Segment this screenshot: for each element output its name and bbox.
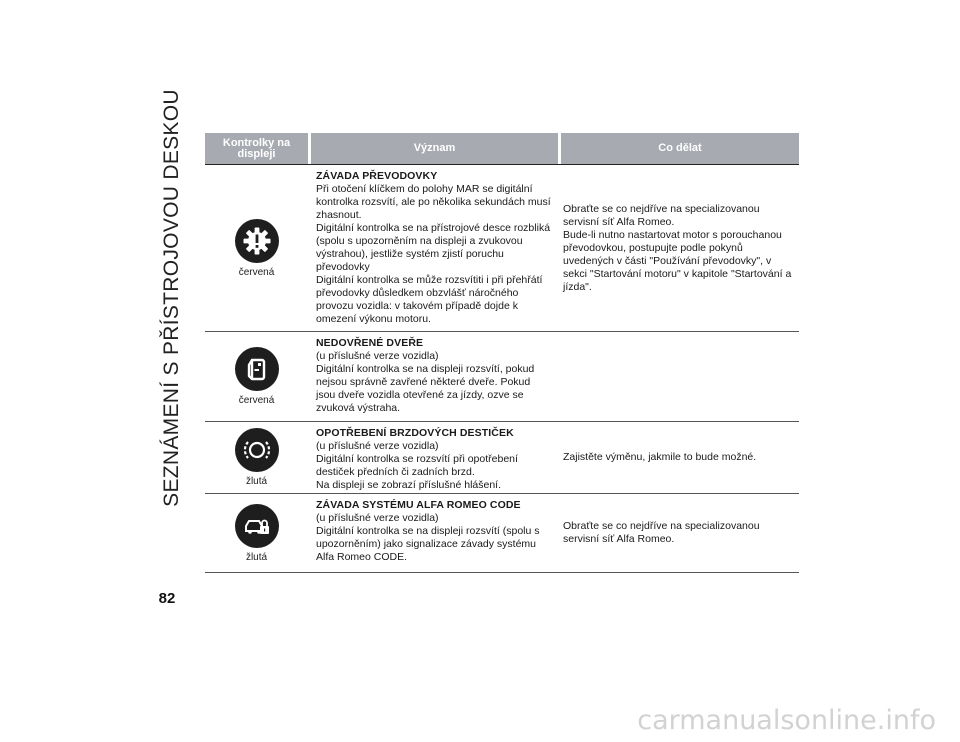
indicator-action: Zajistěte výměnu, jakmile to bude možné. [563, 451, 757, 463]
indicator-description: (u příslušné verze vozidla) Digitální kontrolka se na displeji rozsvítí (spolu s upozorněním) jako signalizace závady systému Alfa Romeo CODE. [316, 512, 540, 563]
table-row [205, 332, 799, 422]
header-indicators: Kontrolky na displeji [205, 133, 308, 164]
indicator-color: žlutá [245, 551, 268, 563]
table-row [205, 422, 799, 494]
indicator-action: Obraťte se co nejdříve na specializovanou servisní síť Alfa Romeo. [563, 520, 760, 545]
indicator-title: ZÁVADA PŘEVODOVKY [316, 170, 438, 182]
indicator-description: (u příslušné verze vozidla) Digitální kontrolka se rozsvítí při opotřebení destiček předních či zadních brzd. Na displeji se zobrazí příslušné hlášení. [316, 440, 518, 491]
indicator-table [205, 133, 799, 573]
page-number: 82 [158, 590, 176, 607]
indicator-title: NEDOVŘENÉ DVEŘE [316, 337, 424, 349]
watermark: carmanualsonline.info [637, 705, 936, 736]
indicator-action: Obraťte se co nejdříve na specializovanou servisní síť Alfa Romeo. Bude-li nutno nastartovat motor s porouchanou převodovkou, postupujte podle pokynů uvedených v části "Používání převodovky", v sekci "Startování motoru" v kapitole "Startování a jízda". [563, 202, 792, 293]
table-row [205, 165, 799, 332]
indicator-color: žlutá [245, 476, 268, 487]
brake-pad-wear-icon [235, 428, 279, 472]
table-header [205, 133, 799, 165]
indicator-description: Při otočení klíčkem do polohy MAR se digitální kontrolka rozsvítí, ale po několika sekundách musí zhasnout. Digitální kontrolka se na přístrojové desce rozbliká (spolu s upozorněním na displeji a zvukovou výstrahou), jestliže systém zjistí poruchu převodovky Digitální kontrolka se může rozsvítiti i při přehřátí převodovky důsledkem obzvlášť náročného provozu vozidla: v takovém případě dojde k omezení výkonu motoru. [316, 183, 551, 325]
car-lock-icon [235, 504, 279, 548]
header-meaning: Význam [311, 133, 558, 164]
indicator-color: červená [238, 266, 275, 278]
section-side-title: SEZNÁMENÍ S PŘÍSTROJOVOU DESKOU [160, 89, 184, 507]
door-open-icon [235, 347, 279, 391]
gear-warning-icon [235, 219, 279, 263]
indicator-description: (u příslušné verze vozidla) Digitální kontrolka se na displeji rozsvítí, pokud nejsou správně zavřené některé dveře. Pokud jsou dveře vozidla otevřené za jízdy, ozve se zvuková výstraha. [316, 350, 535, 414]
table-row [205, 494, 799, 573]
indicator-color: červená [238, 395, 275, 406]
indicator-title: OPOTŘEBENÍ BRZDOVÝCH DESTIČEK [316, 427, 514, 439]
header-action: Co dělat [561, 133, 799, 164]
indicator-title: ZÁVADA SYSTÉMU ALFA ROMEO CODE [316, 499, 521, 511]
